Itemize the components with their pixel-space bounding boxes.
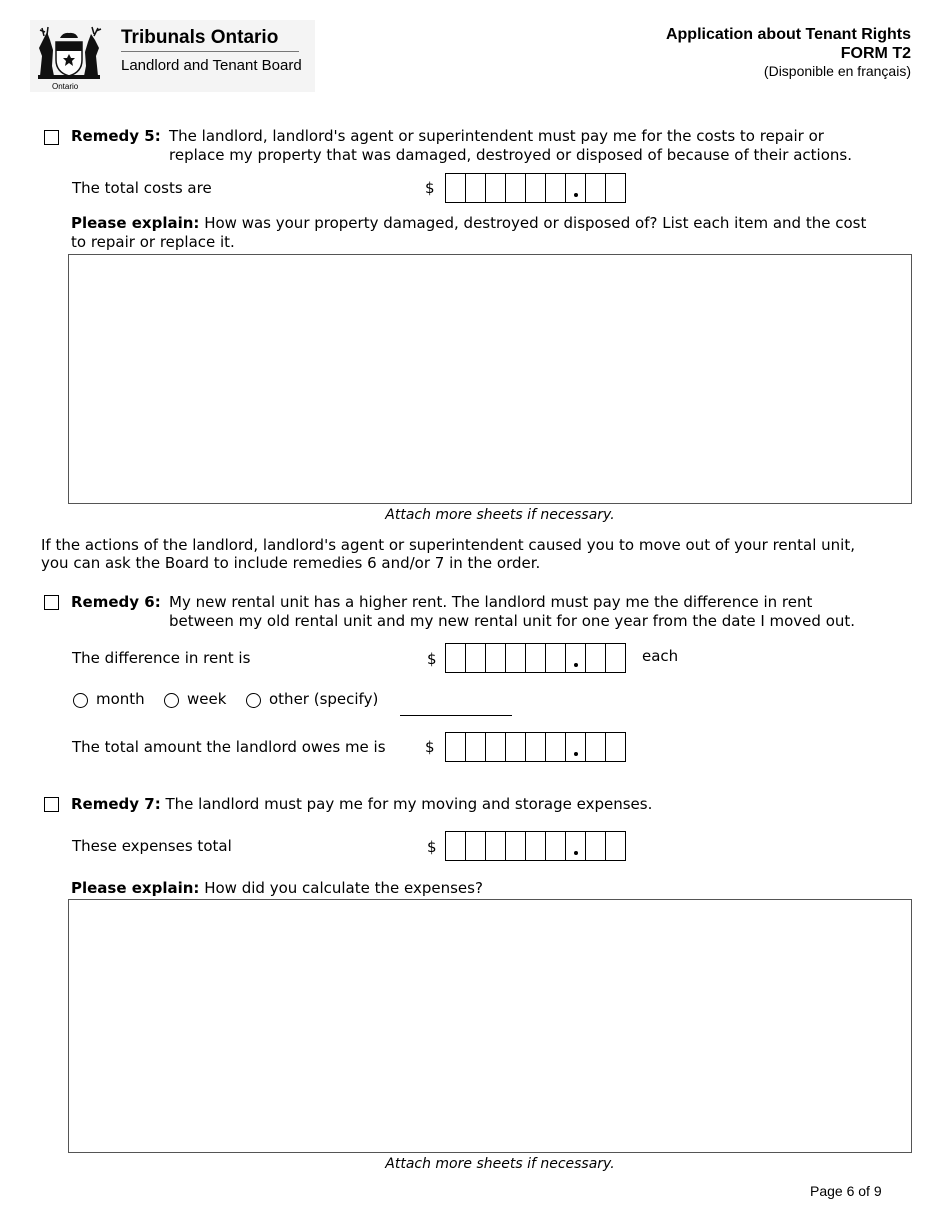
amount-digit-box[interactable]: [485, 732, 506, 762]
org-subtitle: Landlord and Tenant Board: [121, 57, 302, 74]
amount-digit-box[interactable]: [485, 173, 506, 203]
remedy5-text-line2: replace my property that was damaged, destroyed or disposed of because of their actions.: [169, 146, 852, 164]
remedy7-total-label: These expenses total: [72, 837, 232, 855]
page-number: Page 6 of 9: [810, 1183, 882, 1199]
remedy6-text-line1: My new rental unit has a higher rent. The landlord must pay me the difference in rent: [169, 593, 813, 611]
remedy5-attach-note: Attach more sheets if necessary.: [385, 507, 615, 523]
intro-line1: If the actions of the landlord, landlord's agent or superintendent caused you to move out of your rental unit,: [41, 536, 855, 554]
logo-caption: Ontario: [52, 82, 79, 91]
period-radio-month[interactable]: [73, 693, 88, 708]
amount-digit-box[interactable]: [445, 732, 466, 762]
amount-cents-box[interactable]: [605, 831, 626, 861]
remedy5-explain-textarea[interactable]: [68, 254, 912, 504]
remedy7-explain-line: Please explain: How did you calculate the expenses?: [71, 879, 483, 897]
amount-digit-box[interactable]: [485, 831, 506, 861]
form-title: Application about Tenant Rights: [665, 26, 911, 43]
amount-digit-box[interactable]: [565, 643, 586, 673]
amount-digit-box[interactable]: [505, 173, 526, 203]
amount-digit-box[interactable]: [445, 831, 466, 861]
amount-digit-box[interactable]: [525, 831, 546, 861]
remedy6-text-line2: between my old rental unit and my new rental unit for one year from the date I moved out.: [169, 612, 856, 630]
amount-digit-box[interactable]: [565, 173, 586, 203]
header-rule: [121, 51, 299, 52]
remedy5-total-label: The total costs are: [72, 179, 212, 197]
form-id: FORM T2: [840, 45, 911, 62]
amount-cents-box[interactable]: [585, 831, 606, 861]
remedy7-text-line: Remedy 7: The landlord must pay me for my moving and storage expenses.: [71, 795, 653, 813]
amount-cents-box[interactable]: [585, 173, 606, 203]
remedy6-difference-amount-input[interactable]: [445, 643, 626, 673]
amount-digit-box[interactable]: [545, 173, 566, 203]
amount-digit-box[interactable]: [445, 173, 466, 203]
remedy7-currency: $: [427, 838, 437, 856]
amount-cents-box[interactable]: [585, 643, 606, 673]
remedy6-each-label: each: [642, 647, 679, 665]
remedy7-explain-textarea[interactable]: [68, 899, 912, 1153]
remedy6-total-amount-input[interactable]: [445, 732, 626, 762]
remedy6-label: Remedy 6:: [71, 593, 161, 611]
remedy7-checkbox[interactable]: [44, 797, 59, 812]
remedy6-checkbox[interactable]: [44, 595, 59, 610]
french-note: (Disponible en français): [763, 63, 911, 79]
amount-digit-box[interactable]: [465, 831, 486, 861]
remedy6-total-label: The total amount the landlord owes me is: [72, 738, 386, 756]
remedy5-checkbox[interactable]: [44, 130, 59, 145]
remedy5-currency: $: [425, 179, 435, 197]
remedy7-attach-note: Attach more sheets if necessary.: [385, 1156, 615, 1172]
remedy6-total-currency: $: [425, 738, 435, 756]
amount-cents-box[interactable]: [605, 643, 626, 673]
amount-cents-box[interactable]: [585, 732, 606, 762]
amount-digit-box[interactable]: [525, 643, 546, 673]
remedy5-explain-line1: Please explain: How was your property damaged, destroyed or disposed of? List each item and the cost: [71, 214, 867, 232]
amount-digit-box[interactable]: [465, 173, 486, 203]
period-label-week: week: [187, 690, 227, 708]
amount-cents-box[interactable]: [605, 173, 626, 203]
intro-line2: you can ask the Board to include remedies 6 and/or 7 in the order.: [41, 554, 541, 572]
amount-digit-box[interactable]: [445, 643, 466, 673]
amount-digit-box[interactable]: [505, 643, 526, 673]
remedy6-difference-label: The difference in rent is: [72, 649, 251, 667]
amount-digit-box[interactable]: [545, 732, 566, 762]
amount-digit-box[interactable]: [545, 643, 566, 673]
amount-digit-box[interactable]: [545, 831, 566, 861]
amount-digit-box[interactable]: [525, 732, 546, 762]
period-label-month: month: [96, 690, 145, 708]
period-radio-other[interactable]: [246, 693, 261, 708]
ontario-coat-of-arms-icon: [36, 26, 102, 82]
period-other-specify-input[interactable]: [400, 700, 512, 716]
amount-digit-box[interactable]: [505, 831, 526, 861]
period-radio-week[interactable]: [164, 693, 179, 708]
org-name: Tribunals Ontario: [121, 27, 279, 48]
amount-cents-box[interactable]: [605, 732, 626, 762]
amount-digit-box[interactable]: [525, 173, 546, 203]
remedy5-explain-line2: to repair or replace it.: [71, 233, 235, 251]
remedy5-text-line1: The landlord, landlord's agent or superintendent must pay me for the costs to repair or: [169, 127, 824, 145]
remedy6-currency: $: [427, 650, 437, 668]
amount-digit-box[interactable]: [565, 831, 586, 861]
amount-digit-box[interactable]: [505, 732, 526, 762]
remedy5-total-amount-input[interactable]: [445, 173, 626, 203]
remedy5-label: Remedy 5:: [71, 127, 161, 145]
period-label-other: other (specify): [269, 690, 379, 708]
remedy7-total-amount-input[interactable]: [445, 831, 626, 861]
amount-digit-box[interactable]: [465, 732, 486, 762]
amount-digit-box[interactable]: [465, 643, 486, 673]
amount-digit-box[interactable]: [565, 732, 586, 762]
amount-digit-box[interactable]: [485, 643, 506, 673]
